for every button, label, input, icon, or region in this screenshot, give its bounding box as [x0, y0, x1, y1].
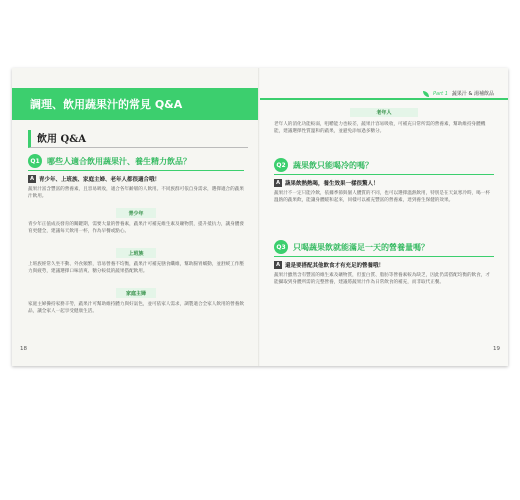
- right-page: [260, 68, 508, 366]
- header-part: Part 1: [433, 90, 448, 97]
- group-text-elder: 老年人的消化功能較弱，咀嚼能力也較差，蔬果汁容易吸收，可補充日常所需的營養素，幫助維持身體機能，建議選擇性質溫和的蔬果，並避免添加過多糖分。: [274, 122, 486, 134]
- answer-2: [274, 179, 379, 187]
- answer-1: [28, 175, 160, 183]
- page-number-left: 18: [20, 346, 27, 352]
- q2-underline: [274, 174, 494, 175]
- question-2: [274, 158, 373, 172]
- group-text-office: 上班族經常久坐不動、外食頻繁，容易營養不均衡，蔬果汁可補充膳食纖維，幫助腸胃蠕動，並舒緩工作壓力與疲勞，建議選擇口味清爽、糖分較低的蔬果搭配飲用。: [28, 262, 244, 274]
- a2-text: 蔬果飲熱熱喝，養生效果一樣很驚人！: [285, 181, 379, 187]
- q1-text: 哪些人適合飲用蔬果汁、養生精力飲品？: [47, 156, 191, 166]
- a3-badge: A: [274, 261, 282, 269]
- group-text-housewife: 家庭主婦操持家務辛勞，蔬果汁可幫助維持體力與好氣色，並可依家人需求，調製適合全家人飲用的營養飲品，讓全家人一起享受健康生活。: [28, 302, 244, 314]
- a2-badge: A: [274, 179, 282, 187]
- answer-2-body: 蔬果汁不一定只能冷飲，依據季節與個人體質的不同，也可以選擇溫熱飲用，特別是在天氣寒冷時，喝一杯溫熱的蔬果飲，能讓身體暖和起來，同樣可以補充豐富的營養素，達到養生保健的效果。: [274, 191, 490, 203]
- group-tag-office: 上班族: [116, 248, 156, 258]
- group-tag-teen: 青少年: [116, 208, 156, 218]
- q1-underline: [28, 170, 244, 171]
- header-rule: [260, 98, 508, 100]
- a3-text: 還是要搭配其他飲食才有充足的營養哦！: [285, 263, 385, 269]
- group-tag-housewife: 家庭主婦: [116, 288, 156, 298]
- book-spread: [12, 68, 508, 366]
- a1-text: 青少年、上班族、家庭主婦、老年人都很適合哦！: [39, 177, 161, 183]
- section-title: 飲用 Q&A: [28, 130, 248, 148]
- leaf-icon: [423, 91, 429, 97]
- q3-badge: Q3: [274, 240, 288, 254]
- header-title: 蔬果汁 & 湯補飲品: [451, 91, 494, 97]
- q1-badge: Q1: [28, 154, 42, 168]
- q3-text: 只喝蔬果飲就能滿足一天的營養量嗎？: [293, 242, 429, 252]
- q3-underline: [274, 256, 494, 257]
- q2-badge: Q2: [274, 158, 288, 172]
- chapter-banner: 調理、飲用蔬果汁的常見 Q&A: [12, 88, 260, 120]
- running-header: [423, 90, 494, 97]
- question-1: [28, 154, 191, 168]
- answer-3: [274, 261, 384, 269]
- q2-text: 蔬果飲只能喝冷的嗎？: [293, 160, 373, 170]
- page-number-right: 19: [493, 346, 500, 352]
- group-tag-elder: 老年人: [350, 108, 418, 117]
- left-page: [12, 68, 260, 366]
- a1-badge: A: [28, 175, 36, 183]
- question-3: [274, 240, 429, 254]
- answer-3-body: 蔬果汁雖然含有豐富的維生素及礦物質，但蛋白質、脂肪等營養素較為缺乏，因此仍需搭配均衡的飲食，才能攝取到身體所需的完整營養，建議將蔬果汁作為日常飲食的補充，而非取代正餐。: [274, 273, 490, 285]
- group-text-teen: 青少年正值成長發育的關鍵期，需要大量的營養素，蔬果汁可補充維生素及礦物質，提升抵抗力，讓身體發育更健全，建議每天飲用一杯，作為早餐或點心。: [28, 222, 244, 234]
- answer-1-intro: 蔬果汁富含豐富的營養素，且容易吸收，適合各年齡層的人飲用。不同族群可依自身需求，選擇適合的蔬果汁飲用。: [28, 187, 244, 199]
